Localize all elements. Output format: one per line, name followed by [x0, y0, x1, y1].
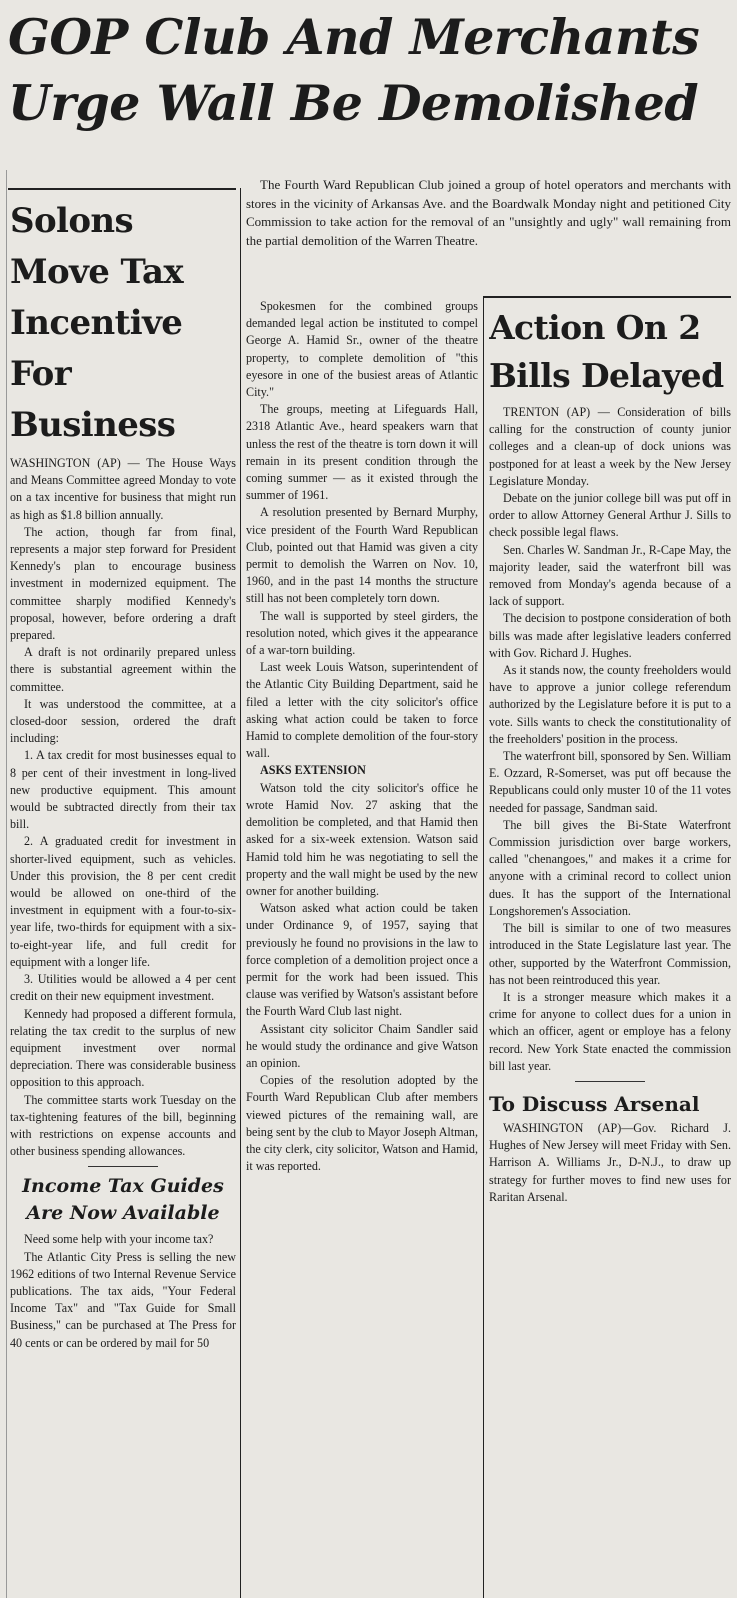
tax-story-paragraph: Kennedy had proposed a different formula, relating the tax credit to the surplus of new equipment investment over normal depreciation. There was considerable business opposition to this approach.: [10, 1006, 236, 1090]
arsenal-headline: To Discuss Arsenal: [489, 1091, 700, 1116]
tax-story-paragraph: The committee starts work Tuesday on the tax-tightening features of the bill, beginning with restrictions on expense accounts and other business spending allowances.: [10, 1092, 236, 1159]
column-rule-1: [240, 188, 241, 1598]
tax-story-paragraph: The action, though far from final, represents a major step forward for President Kennedy's plan to encourage business investment in modernized equipment. The committee sharply modified Kennedy's proposal, however, before ordering a draft prepared.: [10, 524, 236, 643]
bills-story-headline: Action On 2 Bills Delayed: [489, 308, 724, 395]
tax-story-column: [10, 196, 236, 1598]
rule-left-top: [8, 188, 236, 190]
banner-line-2: Urge Wall Be Demolished: [8, 74, 699, 132]
wall-story-paragraph: A resolution presented by Bernard Murphy, vice president of the Fourth Ward Republican Club, pointed out that Hamid was given a city permit to demolish the Warren on Nov. 10, 1960, and in the past 14 months the structure still has not been completely torn down.: [246, 505, 478, 606]
bills-story-column: [489, 304, 731, 1598]
income-tax-paragraph: The Atlantic City Press is selling the new 1962 editions of two Internal Revenue Service publications. The tax aids, "Your Federal Income Tax" and "Tax Guide for Small Business," can be purchased at The Press for 40 cents or can be ordered by mail for 50: [10, 1249, 236, 1350]
tax-story-paragraph: 3. Utilities would be allowed a 4 per cent credit on their new equipment investment.: [10, 972, 236, 1004]
tax-story-paragraph: 2. A graduated credit for investment in shorter-lived equipment, such as vehicles. Under this provision, the 8 per cent credit would be allowed on one-third of the investment in equipment with a four-to-six-year life, two-thirds for equipment with a six-to-eight-year life, and full credit for equipment with a longer life.: [10, 834, 236, 969]
wall-story-paragraph: Spokesmen for the combined groups demanded legal action be instituted to compel George A. Hamid Sr., owner of the theatre property, to complete demolition of "this eyesore in one of the busiest areas of Atlantic City.": [246, 299, 478, 400]
income-tax-paragraph: Need some help with your income tax?: [24, 1232, 214, 1247]
bills-story-paragraph: As it stands now, the county freeholders would have to approve a junior college referendum authorized by the Legislature before it is put to a vote. Sills wants to check the constitutionality of the freeholders' position in the process.: [489, 663, 731, 746]
bills-story-paragraph: It is a stronger measure which makes it a crime for anyone to collect dues for a union in which an officer, agent or employe has a felony record. New York State enacted the commission bill last year.: [489, 989, 731, 1073]
bills-story-paragraph: Debate on the junior college bill was put off in order to allow Attorney General Arthur J. Sills to check possible legal flaws.: [489, 491, 731, 540]
section-divider: [88, 1166, 158, 1167]
wall-story-paragraph: Watson told the city solicitor's office he wrote Hamid Nov. 27 asking that the demolition be completed, and that Hamid then asked for a six-week extension. Watson said Hamid told him he was negotiating to sell the property and the wall might be used by the new owner for another building.: [246, 780, 478, 898]
rule-right-top: [483, 296, 731, 298]
income-tax-headline: Income Tax Guides Are Now Available: [22, 1175, 224, 1225]
wall-story-column: [246, 298, 478, 1598]
tax-story-paragraph: 1. A tax credit for most businesses equal to 8 per cent of their investment in long-lived new productive equipment. This amount would be subtracted directly from their tax bill.: [10, 748, 236, 832]
wall-story-paragraph: Assistant city solicitor Chaim Sandler said he would study the ordinance and give Watson an opinion.: [246, 1021, 478, 1070]
arsenal-paragraph: WASHINGTON (AP)—Gov. Richard J. Hughes of New Jersey will meet Friday with Sen. Harrison A. Williams Jr., D-N.J., to draw up strategy for further moves to find new uses for Raritan Arsenal.: [489, 1120, 731, 1204]
tax-story-paragraph: A draft is not ordinarily prepared unless there is substantial agreement within the committee.: [10, 645, 236, 694]
column-rule-2: [483, 298, 484, 1598]
tax-story-headline: Solons Move Tax Incentive For Business: [10, 201, 184, 445]
wall-story-paragraph: Copies of the resolution adopted by the Fourth Ward Republican Club after members viewed pictures of the remaining wall, are being sent by the club to Mayor Joseph Altman, the city clerk, city solicitor, Watson and Hamid, it was reported.: [246, 1073, 478, 1174]
wall-story-subhead: ASKS EXTENSION: [260, 763, 366, 778]
left-page-edge: [0, 170, 7, 1598]
tax-story-paragraph: It was understood the committee, at a closed-door session, ordered the draft including:: [10, 696, 236, 746]
wall-story-paragraph: Watson asked what action could be taken under Ordinance 9, of 1957, saying that previously he found no provisions in the law to force completion of a demolition project once a permit for the work had been issued. This clause was verified by Watson's assistant before the Fourth Ward Club last night.: [246, 901, 478, 1019]
bills-story-paragraph: The bill gives the Bi-State Waterfront Commission jurisdiction over barge workers, called "chenangoes," and makes it a crime for anyone with a criminal record to collect union dues. It has the support of the International Longshoremen's Association.: [489, 817, 731, 918]
wall-story-paragraph: Last week Louis Watson, superintendent of the Atlantic City Building Department, said he filed a letter with the city solicitor's office asking what action could be taken to force Hamid to complete demolition of the four-story wall.: [246, 660, 478, 761]
wall-story-lead-paragraph: The Fourth Ward Republican Club joined a group of hotel operators and merchants with stores in the vicinity of Arkansas Ave. and the Boardwalk Monday night and petitioned City Commission to take action for the removal of an "unsightly and ugly" wall remaining from the partial demolition of the Warren Theatre.: [246, 177, 731, 248]
tax-story-paragraph: WASHINGTON (AP) — The House Ways and Means Committee agreed Monday to vote on a tax incentive for business that might run as high as $1.8 billion annually.: [10, 456, 236, 522]
banner-headline: [8, 4, 733, 136]
bills-story-paragraph: Sen. Charles W. Sandman Jr., R-Cape May, the majority leader, said the waterfront bill was removed from Monday's agenda because of a lack of support.: [489, 542, 731, 609]
banner-line-1: GOP Club And Merchants: [8, 8, 700, 66]
wall-story-lead: [246, 176, 731, 294]
wall-story-paragraph: The wall is supported by steel girders, the resolution noted, which gives it the appearance of a war-torn building.: [246, 608, 478, 658]
bills-story-paragraph: The bill is similar to one of two measures introduced in the State Legislature last year. The other, supported by the Waterfront Commission, has not been reintroduced this year.: [489, 921, 731, 987]
wall-story-paragraph: The groups, meeting at Lifeguards Hall, 2318 Atlantic Ave., heard speakers warn that unless the rest of the theatre is torn down it will remain in its present condition through the coming summer — as it existed through the summer of 1961.: [246, 402, 478, 503]
bills-story-paragraph: The waterfront bill, sponsored by Sen. William E. Ozzard, R-Somerset, was put off because the Republicans could only muster 10 of the 11 votes needed for passage, Sandman said.: [489, 749, 731, 815]
bills-story-paragraph: The decision to postpone consideration of both bills was made after legislative leaders conferred with Gov. Richard J. Hughes.: [489, 611, 731, 660]
section-divider: [575, 1081, 645, 1082]
bills-story-paragraph: TRENTON (AP) — Consideration of bills calling for the construction of county junior colleges and a clean-up of dock unions was postponed for at least a week by the New Jersey Legislature Monday.: [489, 405, 731, 488]
